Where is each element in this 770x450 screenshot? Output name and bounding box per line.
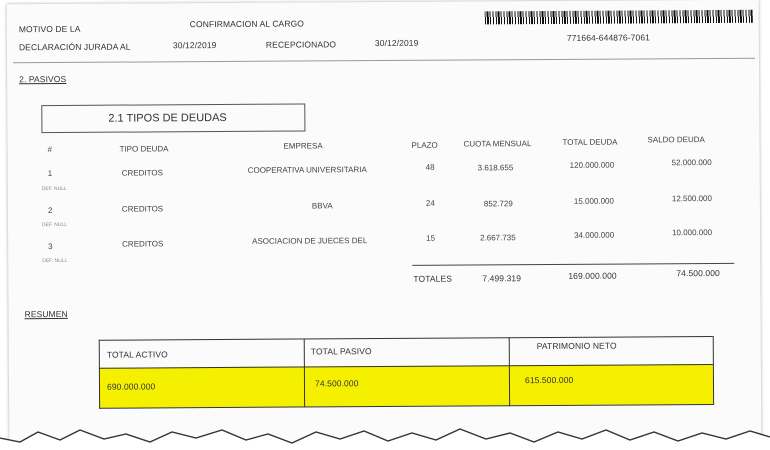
header-divider (13, 58, 755, 64)
resumen-value-patrimonio: 615.500.000 (524, 374, 574, 386)
resumen-divider-1 (304, 338, 305, 407)
row-total: 34.000.000 (574, 230, 615, 240)
row-saldo: 12.500.000 (671, 193, 712, 204)
motivo-value: CONFIRMACION AL CARGO (189, 18, 305, 30)
document-page (7, 0, 762, 444)
col-empresa: EMPRESA (283, 141, 323, 151)
row-tipo: CREDITOS (121, 204, 164, 214)
row-total: 15.000.000 (573, 196, 614, 206)
col-cuota: CUOTA MENSUAL (463, 139, 532, 149)
col-saldo: SALDO DEUDA (647, 135, 705, 145)
declaracion-date: 30/12/2019 (172, 40, 217, 51)
row-num: 2 (47, 206, 53, 216)
col-tipo: TIPO DEUDA (119, 144, 169, 154)
row-note: DEF. NULL (42, 257, 68, 265)
resumen-title: RESUMEN (24, 308, 68, 320)
totals-rule (412, 263, 734, 266)
row-cuota: 3.618.655 (477, 163, 514, 173)
col-num: # (47, 145, 53, 155)
row-saldo: 52.000.000 (671, 157, 712, 168)
row-cuota: 2.667.735 (480, 233, 516, 243)
recepcionado-label: RECEPCIONADO (265, 39, 337, 50)
col-total: TOTAL DEUDA (562, 137, 618, 147)
barcode (485, 10, 753, 25)
row-total: 120.000.000 (569, 160, 615, 170)
totals-total: 169.000.000 (568, 270, 617, 281)
row-note: DEF. NULL (41, 185, 67, 193)
resumen-divider-2 (509, 337, 510, 406)
subsection-title: 2.1 TIPOS DE DEUDAS (108, 111, 227, 125)
subsection-box (41, 103, 305, 133)
row-empresa: BBVA (311, 201, 333, 211)
resumen-left-border (99, 340, 100, 409)
row-note: DEF. NULL (41, 221, 68, 229)
highlight (99, 364, 713, 408)
resumen-header-activo: TOTAL ACTIVO (106, 349, 168, 360)
resumen-header-patrimonio: PATRIMONIO NETO (536, 340, 617, 352)
totals-label: TOTALES (413, 273, 453, 284)
row-tipo: CREDITOS (121, 168, 163, 178)
recepcionado-date: 30/12/2019 (374, 37, 419, 49)
row-plazo: 48 (425, 162, 435, 172)
row-tipo: CREDITOS (122, 239, 164, 249)
resumen-header-pasivo: TOTAL PASIVO (310, 346, 372, 357)
resumen-value-activo: 690.000.000 (106, 381, 156, 392)
totals-saldo: 74.500.000 (676, 267, 720, 279)
resumen-value-pasivo: 74.500.000 (314, 378, 359, 389)
section-title: 2. PASIVOS (19, 73, 67, 85)
row-saldo: 10.000.000 (672, 227, 713, 238)
barcode-text: 771664-644876-7061 (566, 32, 651, 43)
resumen-top-border (99, 336, 713, 341)
resumen-right-border (713, 336, 714, 405)
row-plazo: 24 (425, 198, 435, 208)
row-plazo: 15 (426, 233, 436, 243)
row-cuota: 852.729 (483, 199, 513, 209)
torn-edge (0, 420, 770, 450)
col-plazo: PLAZO (411, 140, 438, 150)
row-empresa: COOPERATIVA UNIVERSITARIA (247, 165, 367, 175)
row-num: 1 (47, 169, 53, 179)
row-empresa: ASOCIACION DE JUECES DEL (252, 236, 368, 246)
motivo-label: MOTIVO DE LA (18, 23, 81, 35)
declaracion-label: DECLARACIÓN JURADA AL (18, 41, 131, 53)
row-num: 3 (48, 242, 53, 252)
totals-cuota: 7.499.319 (482, 273, 522, 284)
